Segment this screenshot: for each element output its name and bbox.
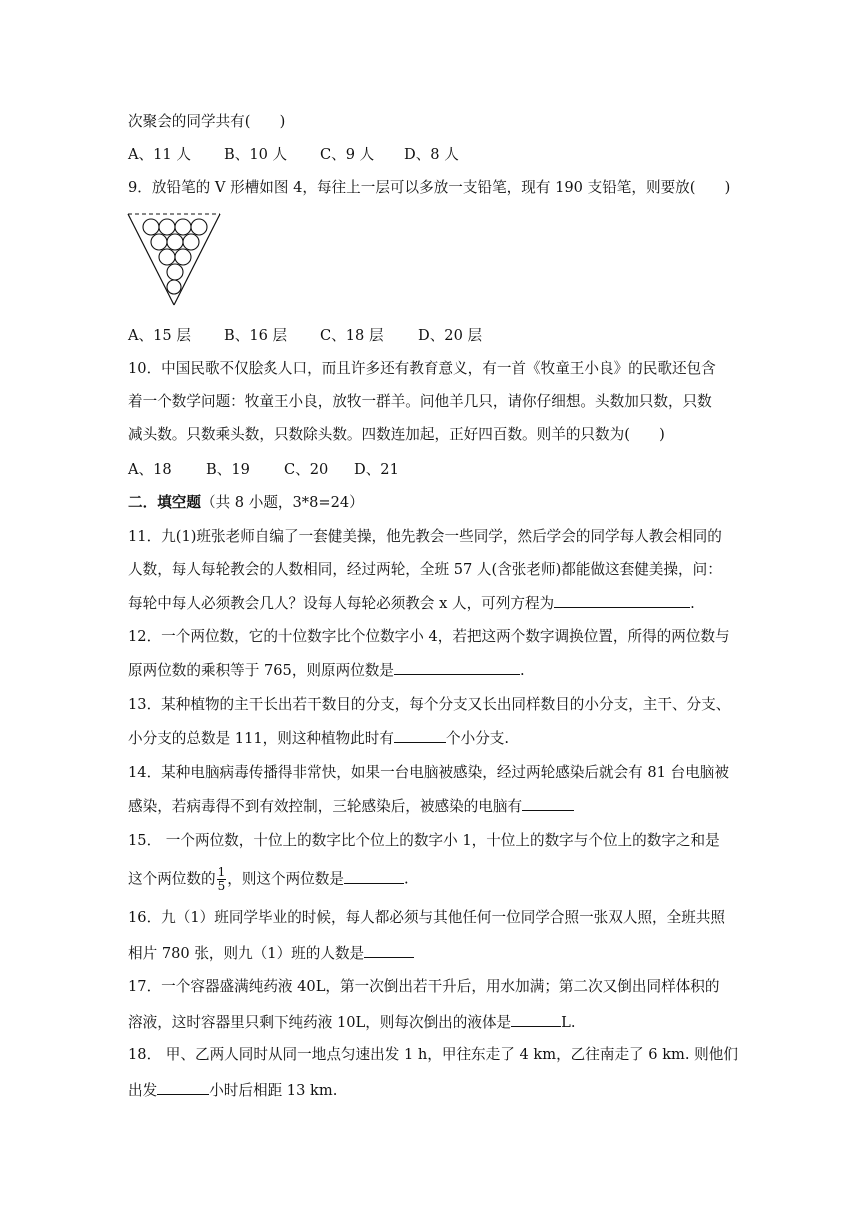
q17-line-2 [128, 1012, 576, 1033]
pencil-circles [143, 219, 207, 294]
q11-line-3-text: 每轮中每人必须教会几人？设每人每轮必须教会 x 人，可列方程为 [128, 595, 555, 612]
q14-line-1: 14．某种电脑病毒传播得非常快，如果一台电脑被感染，经过两轮感染后就会有 81 台电脑被 [128, 764, 729, 781]
q9-option-b: B、16 层 [224, 327, 288, 344]
fraction-denominator: 5 [217, 879, 226, 893]
q16-line-2-text: 相片 780 张，则九（1）班的人数是 [128, 945, 365, 962]
pencil-circle [159, 249, 175, 265]
q10-option-c: C、20 [284, 461, 329, 478]
q13-answer-blank[interactable] [394, 728, 446, 743]
q16-line-1: 16．九（1）班同学毕业的时候，每人都必须与其他任何一位同学合照一张双人照，全班共照 [128, 909, 726, 926]
q15-line-1: 15． 一个两位数，十位上的数字比个位上的数字小 1，十位上的数字与个位上的数字之和是 [128, 832, 720, 849]
q12-line-2-text: 原两位数的乘积等于 765，则原两位数是 [128, 662, 394, 679]
q10-line-3: 减头数。只数乘头数，只数除头数。四数连加起，正好四百数。则羊的只数为( ) [128, 426, 665, 443]
q18-line-2-post: 小时后相距 13 km. [209, 1082, 338, 1099]
q8-option-d: D、8 人 [404, 146, 459, 163]
q11-line-3 [128, 593, 695, 614]
q10-line-1: 10．中国民歌不仅脍炙人口，而且许多还有教育意义，有一首《牧童王小良》的民歌还包含 [128, 360, 716, 377]
pencil-circle [151, 234, 167, 250]
fraction-numerator: 1 [217, 865, 226, 879]
q13-end: 个小分支. [446, 730, 510, 747]
q18-answer-blank[interactable] [157, 1080, 209, 1095]
q18-line-1: 18． 甲、乙两人同时从同一地点匀速出发 1 h，甲往东走了 4 km，乙往南走了 6 km. 则他们 [128, 1046, 738, 1063]
pencil-circle [167, 264, 183, 280]
q17-answer-blank[interactable] [511, 1012, 561, 1027]
q8-option-b: B、10 人 [224, 146, 288, 163]
q15-line-2 [128, 866, 409, 893]
q11-line-2: 人数，每人每轮教会的人数相同，经过两轮，全班 57 人(含张老师)都能做这套健美操，问： [128, 561, 722, 578]
section-2-heading [128, 493, 364, 513]
q9-option-a: A、15 层 [128, 327, 191, 344]
q13-line-2-text: 小分支的总数是 111，则这种植物此时有 [128, 730, 394, 747]
q11-answer-blank[interactable] [554, 593, 690, 608]
q10-line-2: 着一个数学问题：牧童王小良，放牧一群羊。问他羊几只，请你仔细想。头数加只数，只数 [128, 393, 712, 410]
q17-line-1: 17．一个容器盛满纯药液 40L，第一次倒出若干升后，用水加满；第二次又倒出同样体积的 [128, 978, 720, 995]
q16-line-2 [128, 943, 414, 964]
q14-answer-blank[interactable] [522, 796, 574, 811]
q9-option-c: C、18 层 [320, 327, 384, 344]
q17-end: L. [561, 1014, 576, 1031]
q9-text: 9．放铅笔的 V 形槽如图 4，每往上一层可以多放一支铅笔，现有 190 支铅笔，则要放( ) [128, 179, 731, 196]
q12-end: . [520, 662, 525, 679]
q8-tail: 次聚会的同学共有( ) [128, 113, 286, 130]
q18-line-2 [128, 1080, 337, 1101]
pencil-circle [183, 234, 199, 250]
q14-line-2 [128, 796, 574, 817]
fraction-one-fifth [217, 866, 227, 893]
q10-option-d: D、21 [354, 461, 399, 478]
q13-line-2 [128, 728, 509, 749]
q10-option-b: B、19 [206, 461, 250, 478]
pencil-circle [175, 249, 191, 265]
pencil-circle [167, 280, 181, 294]
pencil-circle [167, 234, 183, 250]
section-2-note: （共 8 小题，3*8=24） [200, 494, 364, 511]
q15-answer-blank[interactable] [344, 869, 404, 884]
q11-end: . [690, 595, 695, 612]
q10-option-a: A、18 [128, 461, 172, 478]
section-2-title: 二．填空题 [128, 494, 201, 511]
q14-line-2-text: 感染，若病毒得不到有效控制，三轮感染后，被感染的电脑有 [128, 798, 523, 815]
q9-option-d: D、20 层 [418, 327, 483, 344]
q10-options [128, 460, 399, 480]
pencil-circle [143, 219, 159, 235]
pencil-circle [175, 219, 191, 235]
q15-line-2-post: ，则这个两位数是 [227, 870, 344, 888]
q12-line-1: 12．一个两位数，它的十位数字比个位数字小 4，若把这两个数字调换位置，所得的两位数与 [128, 628, 730, 645]
q18-line-2-pre: 出发 [128, 1082, 158, 1099]
q9-options [128, 326, 482, 346]
q15-line-2-pre: 这个两位数的 [128, 870, 216, 888]
v-groove-pencil-figure [126, 210, 222, 308]
q8-option-c: C、9 人 [320, 146, 375, 163]
q12-answer-blank[interactable] [394, 660, 520, 675]
q8-option-a: A、11 人 [128, 146, 191, 163]
pencil-circle [159, 219, 175, 235]
q11-line-1: 11．九(1)班张老师自编了一套健美操，他先教会一些同学，然后学会的同学每人教会相同的 [128, 528, 722, 545]
q12-line-2 [128, 660, 525, 681]
q8-options [128, 145, 459, 165]
q13-line-1: 13．某种植物的主干长出若干数目的分支，每个分支又长出同样数目的小分支，主干、分支、 [128, 696, 731, 713]
q17-line-2-text: 溶液，这时容器里只剩下纯药液 10L，则每次倒出的液体是 [128, 1014, 512, 1031]
q15-end: . [403, 870, 409, 888]
pencil-circle [191, 219, 207, 235]
q16-answer-blank[interactable] [364, 943, 414, 958]
